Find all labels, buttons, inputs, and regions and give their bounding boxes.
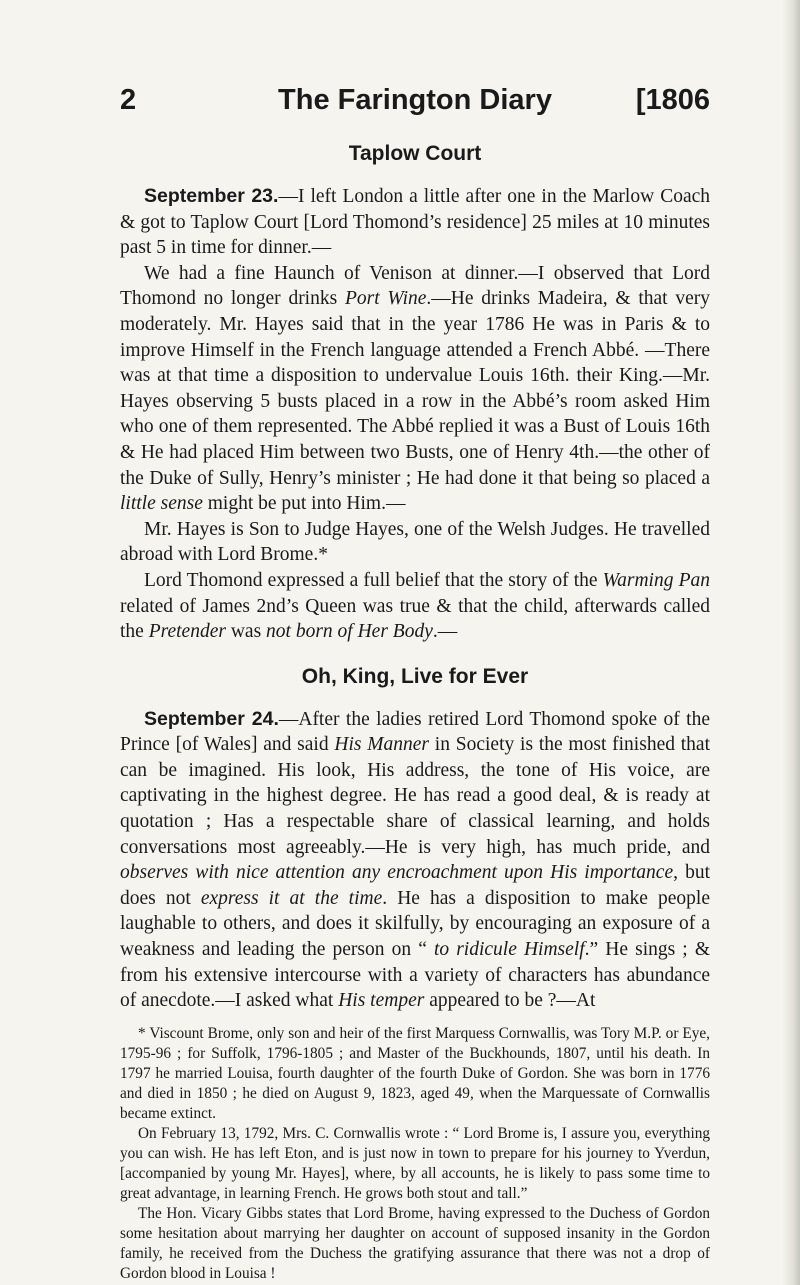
paragraph: We had a fine Haunch of Venison at dinner.—I observed that Lord Thomond no longer drinks Port Wine.—He drinks Madeira, & that very moderately. Mr. Hayes said that in the year 1786 He was in Paris & to improve Himself in the French language attended a French Abbé. —There was at that time a disposition to undervalue Louis 16th. their King.—Mr. Hayes observing 5 busts placed in a row in the Abbé’s room asked Him who one of them represented. The Abbé replied it was a Bust of Louis 16th & He had placed Him between two Busts, one of Henry 4th.—the other of the Duke of Sully, Henry’s minister ; He had done it that being so placed a little sense might be put into Him.— [120, 262, 710, 515]
section-title-oh-king: Oh, King, Live for Ever [301, 664, 529, 688]
running-head [120, 84, 710, 124]
entry-date: September 24. [144, 707, 279, 730]
entry-september-23 [120, 184, 710, 645]
footnote-1: * Viscount Brome, only son and heir of the first Marquess Cornwallis, was Tory M.P. or Eye, 1795-96 ; for Suffolk, 1796-1805 ; and Master of the Buckhounds, 1807, until his death. In 1797 he married Louisa, fourth daughter of the fourth Duke of Gordon. She was born in 1776 and died in 1850 ; he died on August 9, 1823, aged 49, when the Marquessate of Cornwallis became extinct. [120, 1024, 710, 1122]
page-content [120, 140, 710, 1284]
footnotes [120, 1024, 710, 1284]
section-title-taplow-court: Taplow Court [348, 142, 482, 165]
paragraph: September 24.—After the ladies retired Lord Thomond spoke of the Prince [of Wales] and said His Manner in Society is the most finished that can be imagined. His look, His address, the tone of His voice, are captivating in the highest degree. He has read a good deal, & is ready at quotation ; Has a respectable share of classical learning, and holds conversations most agreeably.—He is very high, has much pride, and observes with nice attention any encroachment upon His importance, but does not express it at the time. He has a disposition to make people laughable to others, and does it skilfully, by encouraging an exposure of a weakness and leading the person on “ to ridicule Himself.” He sings ; & from his extensive intercourse with a variety of characters has abundance of anecdote.—I asked what His temper appeared to be ?—At [120, 707, 711, 1012]
entry-september-24 [120, 707, 710, 1014]
header-year: [1806 [635, 84, 710, 116]
footnote-3: The Hon. Vicary Gibbs states that Lord Brome, having expressed to the Duchess of Gordon some hesitation about marrying her daughter on account of supposed insanity in the Gordon family, he received from the Duchess the gratifying assurance that there was not a drop of Gordon blood in Louisa ! [120, 1204, 710, 1282]
page-edge-shadow [782, 0, 800, 1285]
page-number: 2 [120, 84, 137, 116]
paragraph: Lord Thomond expressed a full belief that the story of the Warming Pan related of James 2nd’s Queen was true & that the child, afterwards called the Pretender was not born of Her Body.— [120, 569, 710, 643]
entry-date: September 23. [144, 185, 279, 207]
book-title: The Farington Diary [278, 84, 552, 116]
paragraph: Mr. Hayes is Son to Judge Hayes, one of the Welsh Judges. He travelled abroad with Lord Brome.* [120, 518, 710, 566]
paragraph: September 23.—I left London a little after one in the Marlow Coach & got to Taplow Court [Lord Thomond’s residence] 25 miles at 10 minutes past 5 in time for dinner.— [120, 185, 711, 259]
footnote-2: On February 13, 1792, Mrs. C. Cornwallis wrote : “ Lord Brome is, I assure you, everything you can wish. He has left Eton, and is just now in town to prepare for his journey to Yverdun, [accompanied by young Mr. Hayes], where, by all accounts, he is likely to pass some time to great advantage, in learning French. He grows both stout and tall.” [120, 1124, 710, 1202]
